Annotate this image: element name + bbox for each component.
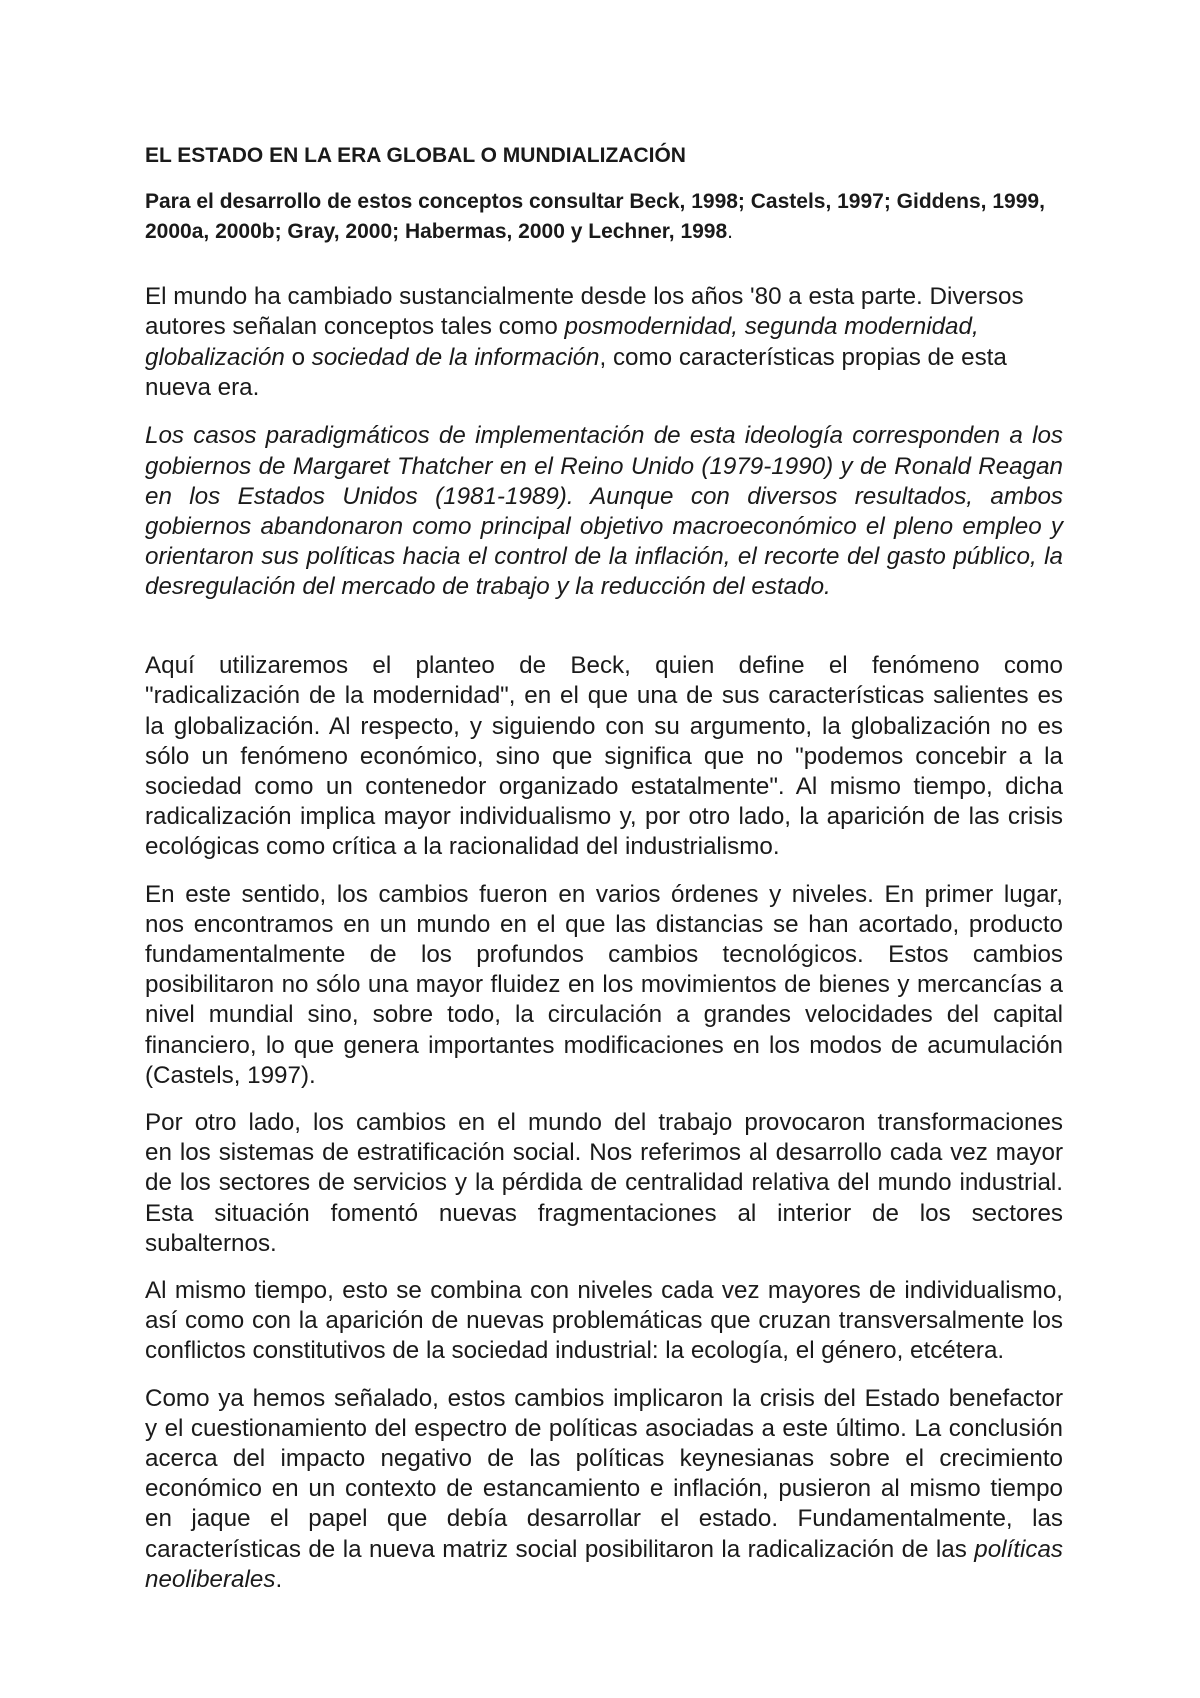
line-text: orientaron sus políticas hacia el control de la inflación, el recorte del gasto público, la xyxy=(145,543,1063,571)
paragraph-line xyxy=(145,1565,1063,1595)
line-text: Como ya hemos señalado, estos cambios implicaron la crisis del Estado benefactor xyxy=(145,1384,1063,1412)
paragraph-line xyxy=(145,832,1063,862)
line-text: subalternos. xyxy=(145,1229,277,1257)
paragraph-line xyxy=(145,1199,1063,1229)
line-text: (Castels, 1997). xyxy=(145,1061,316,1089)
body-paragraph-2 xyxy=(145,421,1063,602)
line-text: o xyxy=(284,343,312,371)
paragraph-line xyxy=(145,1414,1063,1444)
paragraph-line xyxy=(145,512,1063,542)
italic-term: sociedad de la información xyxy=(311,343,600,371)
line-text: gobiernos de Margaret Thatcher en el Reino Unido (1979-1990) y de Ronald Reagan xyxy=(145,452,1063,480)
paragraph-line xyxy=(145,1384,1063,1414)
italic-term: globalización xyxy=(145,343,285,371)
paragraph-line xyxy=(145,1474,1063,1504)
body-paragraph-4 xyxy=(145,880,1063,1091)
line-text: en jaque el papel que debía desarrollar el estado. Fundamentalmente, las xyxy=(145,1505,1063,1533)
line-text: En este sentido, los cambios fueron en varios órdenes y niveles. En primer lugar, xyxy=(145,880,1063,908)
line-text: El mundo ha cambiado sustancialmente desde los años '80 a esta parte. Diversos xyxy=(145,283,1024,311)
line-text: conflictos constitutivos de la sociedad industrial: la ecología, el género, etcétera. xyxy=(145,1337,1005,1365)
line-text: nivel mundial sino, sobre todo, la circulación a grandes velocidades del capital xyxy=(145,1001,1063,1029)
paragraph-line xyxy=(145,282,1063,312)
line-text: Los casos paradigmáticos de implementación de esta ideología corresponden a los xyxy=(145,422,1063,450)
paragraph-line xyxy=(145,373,1063,403)
line-text: "radicalización de la modernidad", en el que una de sus características salientes es xyxy=(145,682,1063,710)
paragraph-line xyxy=(145,772,1063,802)
paragraph-line xyxy=(145,482,1063,512)
line-text: así como con la aparición de nuevas problemáticas que cruzan transversalmente los xyxy=(145,1307,1063,1335)
line-text: 2000a, 2000b; Gray, 2000; Habermas, 2000 y Lechner, 1998 xyxy=(145,219,728,243)
line-text: Esta situación fomentó nuevas fragmentaciones al interior de los sectores xyxy=(145,1199,1063,1227)
body-paragraph-7 xyxy=(145,1384,1063,1595)
paragraph-line xyxy=(145,880,1063,910)
body-paragraph-5 xyxy=(145,1108,1063,1259)
paragraph-line xyxy=(145,970,1063,1000)
line-text: Para el desarrollo de estos conceptos consultar Beck, 1998; Castels, 1997; Giddens, 1999, xyxy=(145,189,1045,213)
paragraph-line xyxy=(145,312,1063,342)
line-text: Aquí utilizaremos el planteo de Beck, quien define el fenómeno como xyxy=(145,652,1063,680)
italic-term: políticas xyxy=(974,1535,1063,1563)
paragraph-line xyxy=(145,712,1063,742)
paragraph-line xyxy=(145,1031,1063,1061)
paragraph-line xyxy=(145,1000,1063,1030)
paragraph-line xyxy=(145,572,1063,602)
paragraph-line xyxy=(145,910,1063,940)
paragraph-line xyxy=(145,1444,1063,1474)
line-text: en los Estados Unidos (1981-1989). Aunque con diversos resultados, ambos xyxy=(145,482,1063,510)
references-line xyxy=(145,217,1063,247)
paragraph-line xyxy=(145,542,1063,572)
paragraph-line xyxy=(145,1168,1063,1198)
document-body xyxy=(145,141,1063,1612)
paragraph-line xyxy=(145,1336,1063,1366)
paragraph-line xyxy=(145,1504,1063,1534)
line-text: fundamentalmente de los profundos cambios tecnológicos. Estos cambios xyxy=(145,940,1063,968)
paragraph-line xyxy=(145,802,1063,832)
paragraph-line xyxy=(145,742,1063,772)
italic-term: posmodernidad, segunda modernidad, xyxy=(564,313,979,341)
paragraph-line xyxy=(145,1108,1063,1138)
body-paragraph-6 xyxy=(145,1276,1063,1367)
paragraph-line xyxy=(145,421,1063,451)
line-text: en los sistemas de estratificación social. Nos referimos al desarrollo cada vez mayor xyxy=(145,1139,1063,1167)
paragraph-line xyxy=(145,1535,1063,1565)
line-text: sociedad como un contenedor organizado estatalmente". Al mismo tiempo, dicha xyxy=(145,772,1063,800)
line-text: financiero, lo que genera importantes modificaciones en los modos de acumulación xyxy=(145,1031,1063,1059)
line-text: y el cuestionamiento del espectro de políticas asociadas a este último. La conclusión xyxy=(145,1414,1063,1442)
paragraph-line xyxy=(145,1306,1063,1336)
line-text: . xyxy=(275,1565,283,1593)
paragraph-line xyxy=(145,1229,1063,1259)
line-text: nueva era. xyxy=(145,373,260,401)
italic-term: neoliberales xyxy=(145,1565,276,1593)
paragraph-line xyxy=(145,651,1063,681)
line-text: la globalización. Al respecto, y siguiendo con su argumento, la globalización no es xyxy=(145,712,1063,740)
paragraph-line xyxy=(145,452,1063,482)
paragraph-line xyxy=(145,343,1063,373)
references-line xyxy=(145,187,1063,217)
body-paragraph-3 xyxy=(145,651,1063,862)
line-text: acerca del impacto negativo de las políticas keynesianas sobre el crecimiento xyxy=(145,1445,1063,1473)
body-paragraph-1 xyxy=(145,282,1063,403)
line-text: desregulación del mercado de trabajo y la reducción del estado. xyxy=(145,573,831,601)
line-text: Por otro lado, los cambios en el mundo del trabajo provocaron transformaciones xyxy=(145,1108,1063,1136)
line-text: ecológicas como crítica a la racionalidad del industrialismo. xyxy=(145,833,780,861)
paragraph-line xyxy=(145,1138,1063,1168)
line-text: nos encontramos en un mundo en el que las distancias se han acortado, producto xyxy=(145,910,1063,938)
line-text: de los sectores de servicios y la pérdida de centralidad relativa del mundo industrial. xyxy=(145,1169,1063,1197)
line-text: . xyxy=(727,219,734,243)
document-title: EL ESTADO EN LA ERA GLOBAL O MUNDIALIZACIÓN xyxy=(145,144,686,167)
paragraph-line xyxy=(145,940,1063,970)
line-text: , como características propias de esta xyxy=(599,343,1007,371)
line-text: sólo un fenómeno económico, sino que significa que no "podemos concebir a la xyxy=(145,742,1063,770)
line-text: características de la nueva matriz social posibilitaron la radicalización de las xyxy=(145,1535,975,1563)
line-text: radicalización implica mayor individualismo y, por otro lado, la aparición de las crisis xyxy=(145,803,1063,831)
line-text: gobiernos abandonaron como principal objetivo macroeconómico el pleno empleo y xyxy=(145,513,1063,541)
line-text: Al mismo tiempo, esto se combina con niveles cada vez mayores de individualismo, xyxy=(145,1277,1063,1304)
references-note xyxy=(145,187,1063,247)
paragraph-line xyxy=(145,681,1063,711)
line-text: económico en un contexto de estancamiento e inflación, pusieron al mismo tiempo xyxy=(145,1475,1063,1503)
paragraph-line xyxy=(145,1276,1063,1306)
paragraph-line xyxy=(145,1061,1063,1091)
line-text: autores señalan conceptos tales como xyxy=(145,313,565,341)
line-text: posibilitaron no sólo una mayor fluidez en los movimientos de bienes y mercancías a xyxy=(145,971,1063,999)
